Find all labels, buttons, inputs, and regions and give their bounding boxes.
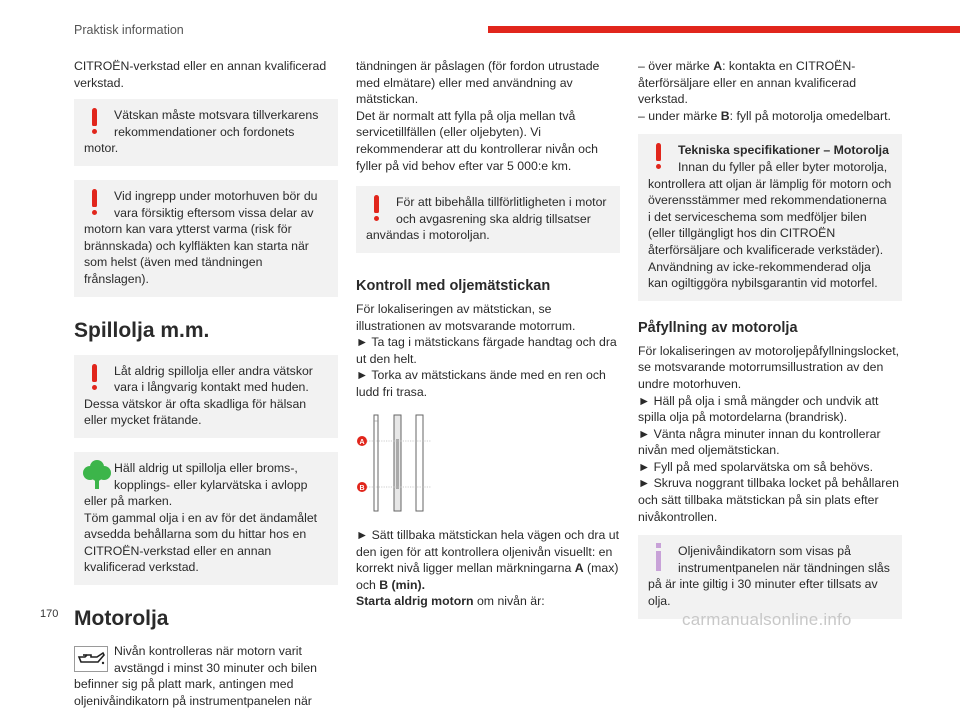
step-2: ► Torka av mätstickans ände med en ren och ludd fri trasa.: [356, 368, 606, 399]
warning-box: [74, 355, 338, 438]
header-accent-bar: [488, 26, 960, 33]
warning-icon: [84, 363, 112, 395]
warning-text: Vid ingrepp under motorhuven bör du vara försiktig eftersom vissa delar av motorn kan vara ytterst varma (risk för brännskada) och kylfläkten kan starta när som helst (även med tändningen frånslagen).: [84, 188, 318, 286]
paragraph-2: Det är normalt att fylla på olja mellan två servicetillfällen (eller oljebyten). Vi rekommenderar att du kontrollerar nivån och fyller på vid behov efter var 5 000:e km.: [356, 108, 598, 173]
spec-title: Tekniska specifikationer – Motorolja: [678, 143, 889, 158]
over-mark-text: – över märke A: kontakta en CITROËN-återförsäljare eller en annan kvalificerad verkstad.: [638, 59, 857, 107]
warning-icon: [84, 107, 112, 139]
paragraph-1: tändningen är påslagen (för fordon utrustade med elmätare) eller med användning av mätstickan.: [356, 59, 600, 107]
warning-icon: [648, 142, 676, 174]
warning-icon: [84, 188, 112, 220]
warning-text: Låt aldrig spillolja eller andra vätskor vara i långvarig kontakt med huden. Dessa vätskor är ofta skadliga för hälsan eller mycket frätande.: [84, 363, 313, 428]
warning-text: Vätskan måste motsvara tillverkarens rekommendationer och fordonets motor.: [84, 108, 319, 156]
heading-motorolja: Motorolja: [74, 607, 169, 631]
column-2: [356, 58, 620, 610]
info-text: Oljenivåindikatorn som visas på instrumentpanelen när tändningen slås på är inte giltig i 30 minuter efter tillsats av olja.: [648, 544, 890, 609]
under-mark-text: – under märke B: fyll på motorolja omedelbart.: [638, 108, 891, 123]
warning-start: Starta aldrig motorn om nivån är:: [356, 594, 545, 609]
motor-paragraph: [74, 643, 338, 709]
paragraph-3: För lokaliseringen av mätstickan, se illustrationen av motsvarande motorrum.: [356, 301, 576, 333]
heading-spillolja: Spillolja m.m.: [74, 318, 210, 342]
info-icon: [648, 543, 676, 575]
motor-text: Nivån kontrolleras när motorn varit avstängd i minst 30 minuter och bilen befinner sig på platt mark, antingen med oljenivåindikatorn på instrumentpanelen när: [74, 644, 318, 708]
environment-text-2: Töm gammal olja i en av för det ändamålet avsedda behållarna som du hittar hos en CITROËN-verkstad eller en annan kvalificerad verkstad.: [84, 510, 318, 575]
warning-icon: [366, 194, 394, 226]
figure-label-b: B: [359, 484, 365, 492]
heading-pafyllning: Påfyllning av motorolja: [638, 319, 798, 336]
figure-label-a: A: [359, 438, 365, 446]
tree-icon: [84, 460, 112, 492]
oil-can-icon: [74, 646, 108, 672]
column-1: [74, 58, 338, 709]
column-3: [638, 58, 902, 627]
intro-text: CITROËN-verkstad eller en annan kvalificerad verkstad.: [74, 59, 327, 90]
page-number: 170: [40, 608, 59, 620]
warning-box: [74, 180, 338, 297]
spec-box: [638, 134, 902, 300]
spec-text-2: Användning av icke-rekommenderad olja kan ogiltiggöra nybilsgarantin vid motorfel.: [648, 259, 878, 291]
fill-paragraph: För lokaliseringen av motoroljepåfyllningslocket, se motsvarande motorrumsillustration av den undre motorhuven.: [638, 343, 900, 391]
dipstick-illustration: [356, 413, 436, 513]
watermark: carmanualsonline.info: [682, 610, 852, 629]
dipstick-3: [416, 415, 423, 511]
warning-box: [74, 99, 338, 166]
environment-box: [74, 452, 338, 585]
warning-text: För att bibehålla tillförlitligheten i motor och avgasrening ska aldrig tillsatser användas i motoroljan.: [366, 195, 607, 243]
spec-text: Innan du fyller på eller byter motorolja, kontrollera att oljan är lämplig för motorn och överensstämmer med rekommendationerna i det serviceschema som medföljer bilen (eller tillgängligt hos din CITROËN återförsäljare och kvalificerade verkstäder).: [648, 159, 892, 257]
fill-step-3: ► Fyll på med spolarvätska om så behövs.: [638, 459, 873, 474]
heading-kontroll: Kontroll med oljemätstickan: [356, 277, 551, 294]
fill-step-4: ► Skruva noggrant tillbaka locket på behållaren och sätt tillbaka mätstickan på sin plats efter nivåkontrollen.: [638, 476, 899, 524]
section-title: Praktisk information: [74, 23, 184, 37]
step-1: ► Ta tag i mätstickans färgade handtag och dra ut den helt.: [356, 335, 617, 366]
fill-step-2: ► Vänta några minuter innan du kontrollerar nivån med oljemätstickan.: [638, 426, 881, 458]
dipstick-2: [394, 415, 401, 511]
environment-text: Häll aldrig ut spillolja eller broms-, kopplings- eller kylarvätska i avlopp eller på marken.: [84, 460, 308, 509]
warning-box: [356, 186, 620, 253]
info-box: [638, 535, 902, 618]
dipstick-1: [374, 415, 378, 511]
fill-step-1: ► Häll på olja i små mängder och undvik att spilla olja på motordelarna (brandrisk).: [638, 393, 879, 425]
step-3: ► Sätt tillbaka mätstickan hela vägen och dra ut den igen för att kontrollera oljenivån visuellt: en korrekt nivå ligger mellan märkningarna A (max) och B (min).: [356, 528, 620, 592]
